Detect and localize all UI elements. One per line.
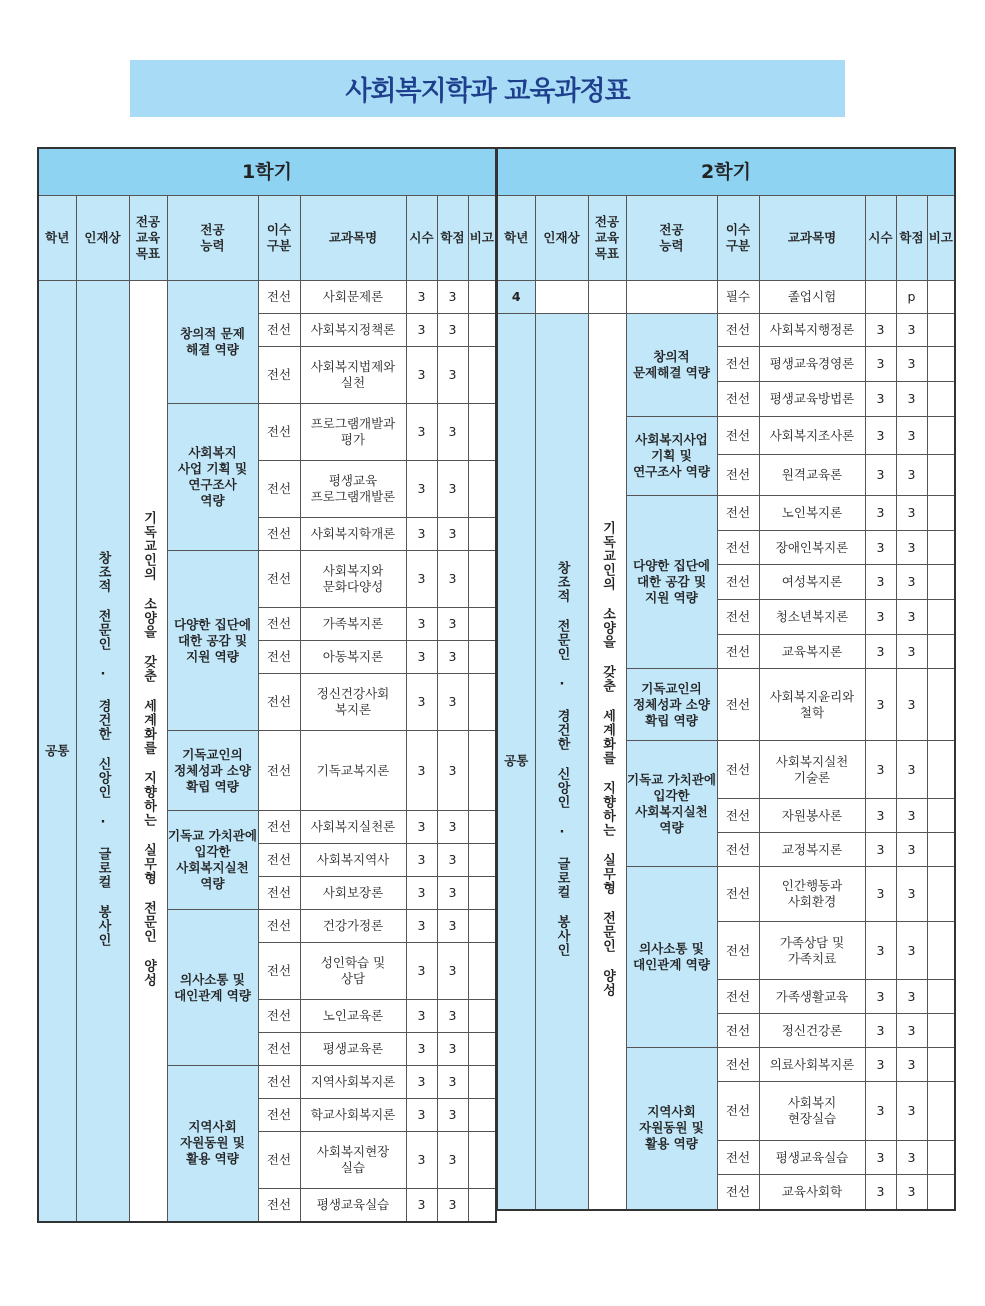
column-header: 전공 교육 목표: [129, 196, 167, 281]
competency-cell: 의사소통 및 대인관계 역량: [626, 867, 717, 1048]
course-name: 사회복지법제와 실천: [300, 347, 406, 404]
course-name: 졸업시험: [759, 281, 865, 314]
semester1-label: 1학기: [38, 148, 496, 196]
course-hours: 3: [865, 565, 896, 600]
course-credits: 3: [896, 833, 927, 867]
course-type: 전선: [258, 281, 300, 314]
course-hours: 3: [865, 314, 896, 347]
course-credits: p: [896, 281, 927, 314]
course-hours: 3: [865, 382, 896, 417]
course-type: 전선: [717, 565, 759, 600]
talent-text: 창조적 전문인 · 경건한 신앙인 · 글로컬 봉사인: [95, 550, 111, 947]
table-row: [497, 314, 955, 347]
course-credits: 3: [437, 551, 468, 608]
course-type: 전선: [717, 314, 759, 347]
course-credits: 3: [896, 565, 927, 600]
empty-cell: [588, 281, 626, 314]
course-credits: 3: [437, 518, 468, 551]
course-hours: 3: [406, 404, 437, 461]
course-name: 정신건강론: [759, 1014, 865, 1048]
course-type: 전선: [717, 669, 759, 741]
course-credits: 3: [437, 404, 468, 461]
course-name: 가족생활교육: [759, 980, 865, 1014]
course-credits: 3: [437, 281, 468, 314]
course-hours: 3: [406, 1033, 437, 1066]
course-hours: 3: [406, 347, 437, 404]
column-header: 시수: [406, 196, 437, 281]
course-name: 사회보장론: [300, 877, 406, 910]
course-credits: 3: [896, 669, 927, 741]
grade-cell: 공통: [497, 314, 535, 1210]
course-credits: 3: [896, 1048, 927, 1082]
course-type: 전선: [717, 531, 759, 565]
goal-cell: [588, 314, 626, 1210]
course-note: [468, 281, 496, 314]
course-note: [468, 1132, 496, 1189]
course-hours: 3: [865, 833, 896, 867]
course-type: 전선: [258, 1033, 300, 1066]
course-credits: 3: [437, 1000, 468, 1033]
course-hours: 3: [865, 496, 896, 531]
course-credits: 3: [437, 1099, 468, 1132]
course-credits: 3: [437, 1066, 468, 1099]
course-credits: 3: [437, 641, 468, 674]
course-hours: 3: [406, 518, 437, 551]
column-header: 전공 능력: [626, 196, 717, 281]
course-name: 사회복지실천론: [300, 811, 406, 844]
course-credits: 3: [896, 1014, 927, 1048]
course-credits: 3: [896, 922, 927, 980]
course-note: [927, 1048, 955, 1082]
course-name: 건강가정론: [300, 910, 406, 943]
semester1-table: [37, 147, 497, 1223]
course-type: 전선: [258, 910, 300, 943]
course-credits: 3: [437, 608, 468, 641]
course-note: [927, 1082, 955, 1141]
course-name: 사회복지윤리와 철학: [759, 669, 865, 741]
course-hours: 3: [865, 635, 896, 669]
course-name: 프로그램개발과 평가: [300, 404, 406, 461]
course-note: [927, 600, 955, 635]
course-type: 전선: [258, 641, 300, 674]
course-note: [468, 1099, 496, 1132]
course-note: [468, 943, 496, 1000]
course-hours: 3: [406, 731, 437, 811]
course-name: 평생교육실습: [300, 1189, 406, 1222]
course-type: 전선: [717, 417, 759, 455]
course-credits: 3: [896, 347, 927, 382]
course-hours: 3: [406, 674, 437, 731]
course-note: [468, 731, 496, 811]
course-hours: 3: [865, 741, 896, 799]
course-hours: 3: [865, 922, 896, 980]
course-type: 전선: [258, 943, 300, 1000]
course-type: 전선: [258, 551, 300, 608]
course-credits: 3: [437, 877, 468, 910]
course-name: 지역사회복지론: [300, 1066, 406, 1099]
course-type: 전선: [717, 922, 759, 980]
course-note: [927, 741, 955, 799]
course-hours: 3: [865, 867, 896, 922]
course-credits: 3: [896, 867, 927, 922]
course-hours: 3: [406, 461, 437, 518]
course-name: 아동복지론: [300, 641, 406, 674]
column-header: 교과목명: [300, 196, 406, 281]
course-note: [468, 1189, 496, 1222]
course-note: [468, 551, 496, 608]
course-note: [927, 1141, 955, 1175]
empty-cell: [535, 281, 588, 314]
course-hours: 3: [406, 943, 437, 1000]
talent-text: 창조적 전문인 · 경건한 신앙인 · 글로컬 봉사인: [554, 561, 570, 958]
course-note: [927, 531, 955, 565]
course-name: 학교사회복지론: [300, 1099, 406, 1132]
column-header: 이수 구분: [258, 196, 300, 281]
competency-cell: 창의적 문제해결 역량: [626, 314, 717, 417]
course-type: 전선: [258, 347, 300, 404]
course-note: [927, 669, 955, 741]
course-note: [927, 281, 955, 314]
course-type: 전선: [258, 1132, 300, 1189]
talent-cell: [76, 281, 129, 1222]
competency-cell: 기독교인의 정체성과 소양 확립 역량: [167, 731, 258, 811]
course-name: 원격교육론: [759, 455, 865, 496]
course-credits: 3: [896, 382, 927, 417]
course-type: 전선: [717, 1014, 759, 1048]
course-hours: 3: [406, 1099, 437, 1132]
competency-cell: 창의적 문제 해결 역량: [167, 281, 258, 404]
course-name: 평생교육경영론: [759, 347, 865, 382]
course-name: 장애인복지론: [759, 531, 865, 565]
course-credits: 3: [437, 1132, 468, 1189]
course-credits: 3: [437, 461, 468, 518]
course-name: 정신건강사회 복지론: [300, 674, 406, 731]
competency-cell: 기독교 가치관에 입각한 사회복지실천 역량: [626, 741, 717, 867]
course-name: 사회복지학개론: [300, 518, 406, 551]
course-credits: 3: [437, 731, 468, 811]
column-header: 비고: [927, 196, 955, 281]
competency-cell: 기독교 가치관에 입각한 사회복지실천 역량: [167, 811, 258, 910]
course-type: 전선: [717, 741, 759, 799]
empty-cell: [626, 281, 717, 314]
course-name: 인간행동과 사회환경: [759, 867, 865, 922]
page-title: 사회복지학과 교육과정표: [345, 76, 630, 107]
course-name: 사회복지조사론: [759, 417, 865, 455]
course-name: 기독교복지론: [300, 731, 406, 811]
course-credits: 3: [437, 811, 468, 844]
course-name: 사회복지정책론: [300, 314, 406, 347]
course-hours: 3: [865, 669, 896, 741]
course-note: [468, 404, 496, 461]
course-name: 사회복지 현장실습: [759, 1082, 865, 1141]
column-header: 시수: [865, 196, 896, 281]
course-name: 청소년복지론: [759, 600, 865, 635]
semester2-table: [496, 147, 956, 1211]
course-name: 노인복지론: [759, 496, 865, 531]
competency-cell: 다양한 집단에 대한 공감 및 지원 역량: [167, 551, 258, 731]
course-note: [927, 980, 955, 1014]
semester2-label: 2학기: [497, 148, 955, 196]
course-hours: 3: [865, 600, 896, 635]
course-credits: 3: [896, 635, 927, 669]
goal-cell: [129, 281, 167, 1222]
course-note: [927, 922, 955, 980]
course-type: 필수: [717, 281, 759, 314]
course-hours: 3: [406, 811, 437, 844]
course-note: [468, 347, 496, 404]
course-credits: 3: [896, 980, 927, 1014]
course-note: [468, 1066, 496, 1099]
course-type: 전선: [717, 1175, 759, 1210]
course-type: 전선: [717, 1141, 759, 1175]
course-hours: 3: [406, 910, 437, 943]
course-credits: 3: [896, 1175, 927, 1210]
course-type: 전선: [258, 877, 300, 910]
course-note: [927, 565, 955, 600]
course-credits: 3: [437, 844, 468, 877]
course-hours: 3: [865, 980, 896, 1014]
course-type: 전선: [717, 382, 759, 417]
course-name: 교정복지론: [759, 833, 865, 867]
column-header: 이수 구분: [717, 196, 759, 281]
course-hours: 3: [865, 1014, 896, 1048]
title-banner: [130, 60, 845, 117]
column-header: 학년: [38, 196, 76, 281]
column-header: 비고: [468, 196, 496, 281]
course-hours: 3: [406, 1066, 437, 1099]
course-note: [927, 496, 955, 531]
course-hours: 3: [865, 417, 896, 455]
course-hours: 3: [865, 1141, 896, 1175]
course-hours: 3: [406, 877, 437, 910]
course-note: [468, 314, 496, 347]
course-note: [468, 518, 496, 551]
course-type: 전선: [717, 1048, 759, 1082]
column-header: 인재상: [76, 196, 129, 281]
column-header: 전공 능력: [167, 196, 258, 281]
course-note: [927, 347, 955, 382]
competency-cell: 의사소통 및 대인관계 역량: [167, 910, 258, 1066]
course-note: [468, 641, 496, 674]
course-name: 성인학습 및 상담: [300, 943, 406, 1000]
course-credits: 3: [437, 347, 468, 404]
course-note: [927, 635, 955, 669]
table-row: [38, 281, 496, 314]
column-header: 학점: [437, 196, 468, 281]
course-type: 전선: [258, 1066, 300, 1099]
course-type: 전선: [717, 867, 759, 922]
course-type: 전선: [258, 731, 300, 811]
course-name: 평생교육론: [300, 1033, 406, 1066]
course-note: [468, 1000, 496, 1033]
column-header: 전공 교육 목표: [588, 196, 626, 281]
course-hours: 3: [406, 608, 437, 641]
course-name: 의료사회복지론: [759, 1048, 865, 1082]
course-type: 전선: [258, 1189, 300, 1222]
course-hours: [865, 281, 896, 314]
course-note: [927, 314, 955, 347]
course-credits: 3: [437, 943, 468, 1000]
course-name: 여성복지론: [759, 565, 865, 600]
competency-cell: 다양한 집단에 대한 공감 및 지원 역량: [626, 496, 717, 669]
course-name: 교육사회학: [759, 1175, 865, 1210]
course-type: 전선: [717, 799, 759, 833]
course-credits: 3: [437, 1033, 468, 1066]
course-type: 전선: [717, 635, 759, 669]
course-name: 교육복지론: [759, 635, 865, 669]
course-credits: 3: [896, 417, 927, 455]
competency-cell: 지역사회 자원동원 및 활용 역량: [167, 1066, 258, 1222]
course-credits: 3: [437, 1189, 468, 1222]
course-credits: 3: [896, 455, 927, 496]
course-hours: 3: [865, 347, 896, 382]
course-credits: 3: [896, 799, 927, 833]
course-hours: 3: [406, 1000, 437, 1033]
course-type: 전선: [258, 844, 300, 877]
grade-cell: 공통: [38, 281, 76, 1222]
course-note: [927, 867, 955, 922]
course-name: 가족복지론: [300, 608, 406, 641]
competency-cell: 기독교인의 정체성과 소양 확립 역량: [626, 669, 717, 741]
course-type: 전선: [258, 314, 300, 347]
course-type: 전선: [258, 1000, 300, 1033]
course-note: [927, 1175, 955, 1210]
course-hours: 3: [406, 281, 437, 314]
goal-text: 기독교인의 소양을 갖춘 세계화를 지향하는 실무형 전문인 양성: [141, 510, 156, 987]
course-name: 평생교육실습: [759, 1141, 865, 1175]
column-header: 학점: [896, 196, 927, 281]
course-type: 전선: [717, 600, 759, 635]
course-credits: 3: [896, 314, 927, 347]
course-note: [468, 811, 496, 844]
competency-cell: 지역사회 자원동원 및 활용 역량: [626, 1048, 717, 1210]
course-type: 전선: [717, 347, 759, 382]
competency-cell: 사회복지 사업 기획 및 연구조사 역량: [167, 404, 258, 551]
course-credits: 3: [896, 1141, 927, 1175]
course-credits: 3: [437, 314, 468, 347]
course-note: [927, 799, 955, 833]
course-hours: 3: [865, 1175, 896, 1210]
talent-cell: [535, 314, 588, 1210]
course-note: [927, 417, 955, 455]
course-type: 전선: [717, 455, 759, 496]
course-note: [927, 382, 955, 417]
course-type: 전선: [258, 518, 300, 551]
course-name: 사회복지실천 기술론: [759, 741, 865, 799]
course-type: 전선: [717, 833, 759, 867]
course-name: 사회복지현장 실습: [300, 1132, 406, 1189]
course-hours: 3: [406, 314, 437, 347]
course-name: 평생교육 프로그램개발론: [300, 461, 406, 518]
course-name: 사회문제론: [300, 281, 406, 314]
course-note: [468, 844, 496, 877]
course-type: 전선: [717, 496, 759, 531]
course-hours: 3: [865, 1082, 896, 1141]
course-hours: 3: [865, 531, 896, 565]
grade-cell: 4: [497, 281, 535, 314]
course-credits: 3: [896, 496, 927, 531]
course-name: 사회복지행정론: [759, 314, 865, 347]
course-hours: 3: [406, 551, 437, 608]
course-credits: 3: [896, 741, 927, 799]
course-type: 전선: [258, 461, 300, 518]
course-note: [468, 1033, 496, 1066]
course-note: [927, 833, 955, 867]
goal-text: 기독교인의 소양을 갖춘 세계화를 지향하는 실무형 전문인 양성: [600, 521, 615, 998]
course-credits: 3: [896, 531, 927, 565]
course-type: 전선: [717, 980, 759, 1014]
course-type: 전선: [258, 608, 300, 641]
course-note: [468, 674, 496, 731]
course-note: [468, 910, 496, 943]
course-note: [927, 455, 955, 496]
column-header: 인재상: [535, 196, 588, 281]
course-credits: 3: [896, 1082, 927, 1141]
course-note: [468, 877, 496, 910]
course-hours: 3: [865, 455, 896, 496]
course-note: [927, 1014, 955, 1048]
course-name: 사회복지역사: [300, 844, 406, 877]
course-type: 전선: [258, 674, 300, 731]
course-hours: 3: [865, 1048, 896, 1082]
column-header: 학년: [497, 196, 535, 281]
course-credits: 3: [437, 674, 468, 731]
course-note: [468, 461, 496, 518]
course-note: [468, 608, 496, 641]
course-type: 전선: [258, 811, 300, 844]
course-name: 자원봉사론: [759, 799, 865, 833]
competency-cell: 사회복지사업 기획 및 연구조사 역량: [626, 417, 717, 496]
course-hours: 3: [406, 641, 437, 674]
course-type: 전선: [258, 404, 300, 461]
course-name: 가족상담 및 가족치료: [759, 922, 865, 980]
course-credits: 3: [896, 600, 927, 635]
course-hours: 3: [406, 1132, 437, 1189]
course-type: 전선: [717, 1082, 759, 1141]
course-name: 노인교육론: [300, 1000, 406, 1033]
course-name: 평생교육방법론: [759, 382, 865, 417]
course-type: 전선: [258, 1099, 300, 1132]
course-credits: 3: [437, 910, 468, 943]
course-hours: 3: [865, 799, 896, 833]
course-hours: 3: [406, 844, 437, 877]
course-name: 사회복지와 문화다양성: [300, 551, 406, 608]
column-header: 교과목명: [759, 196, 865, 281]
course-hours: 3: [406, 1189, 437, 1222]
